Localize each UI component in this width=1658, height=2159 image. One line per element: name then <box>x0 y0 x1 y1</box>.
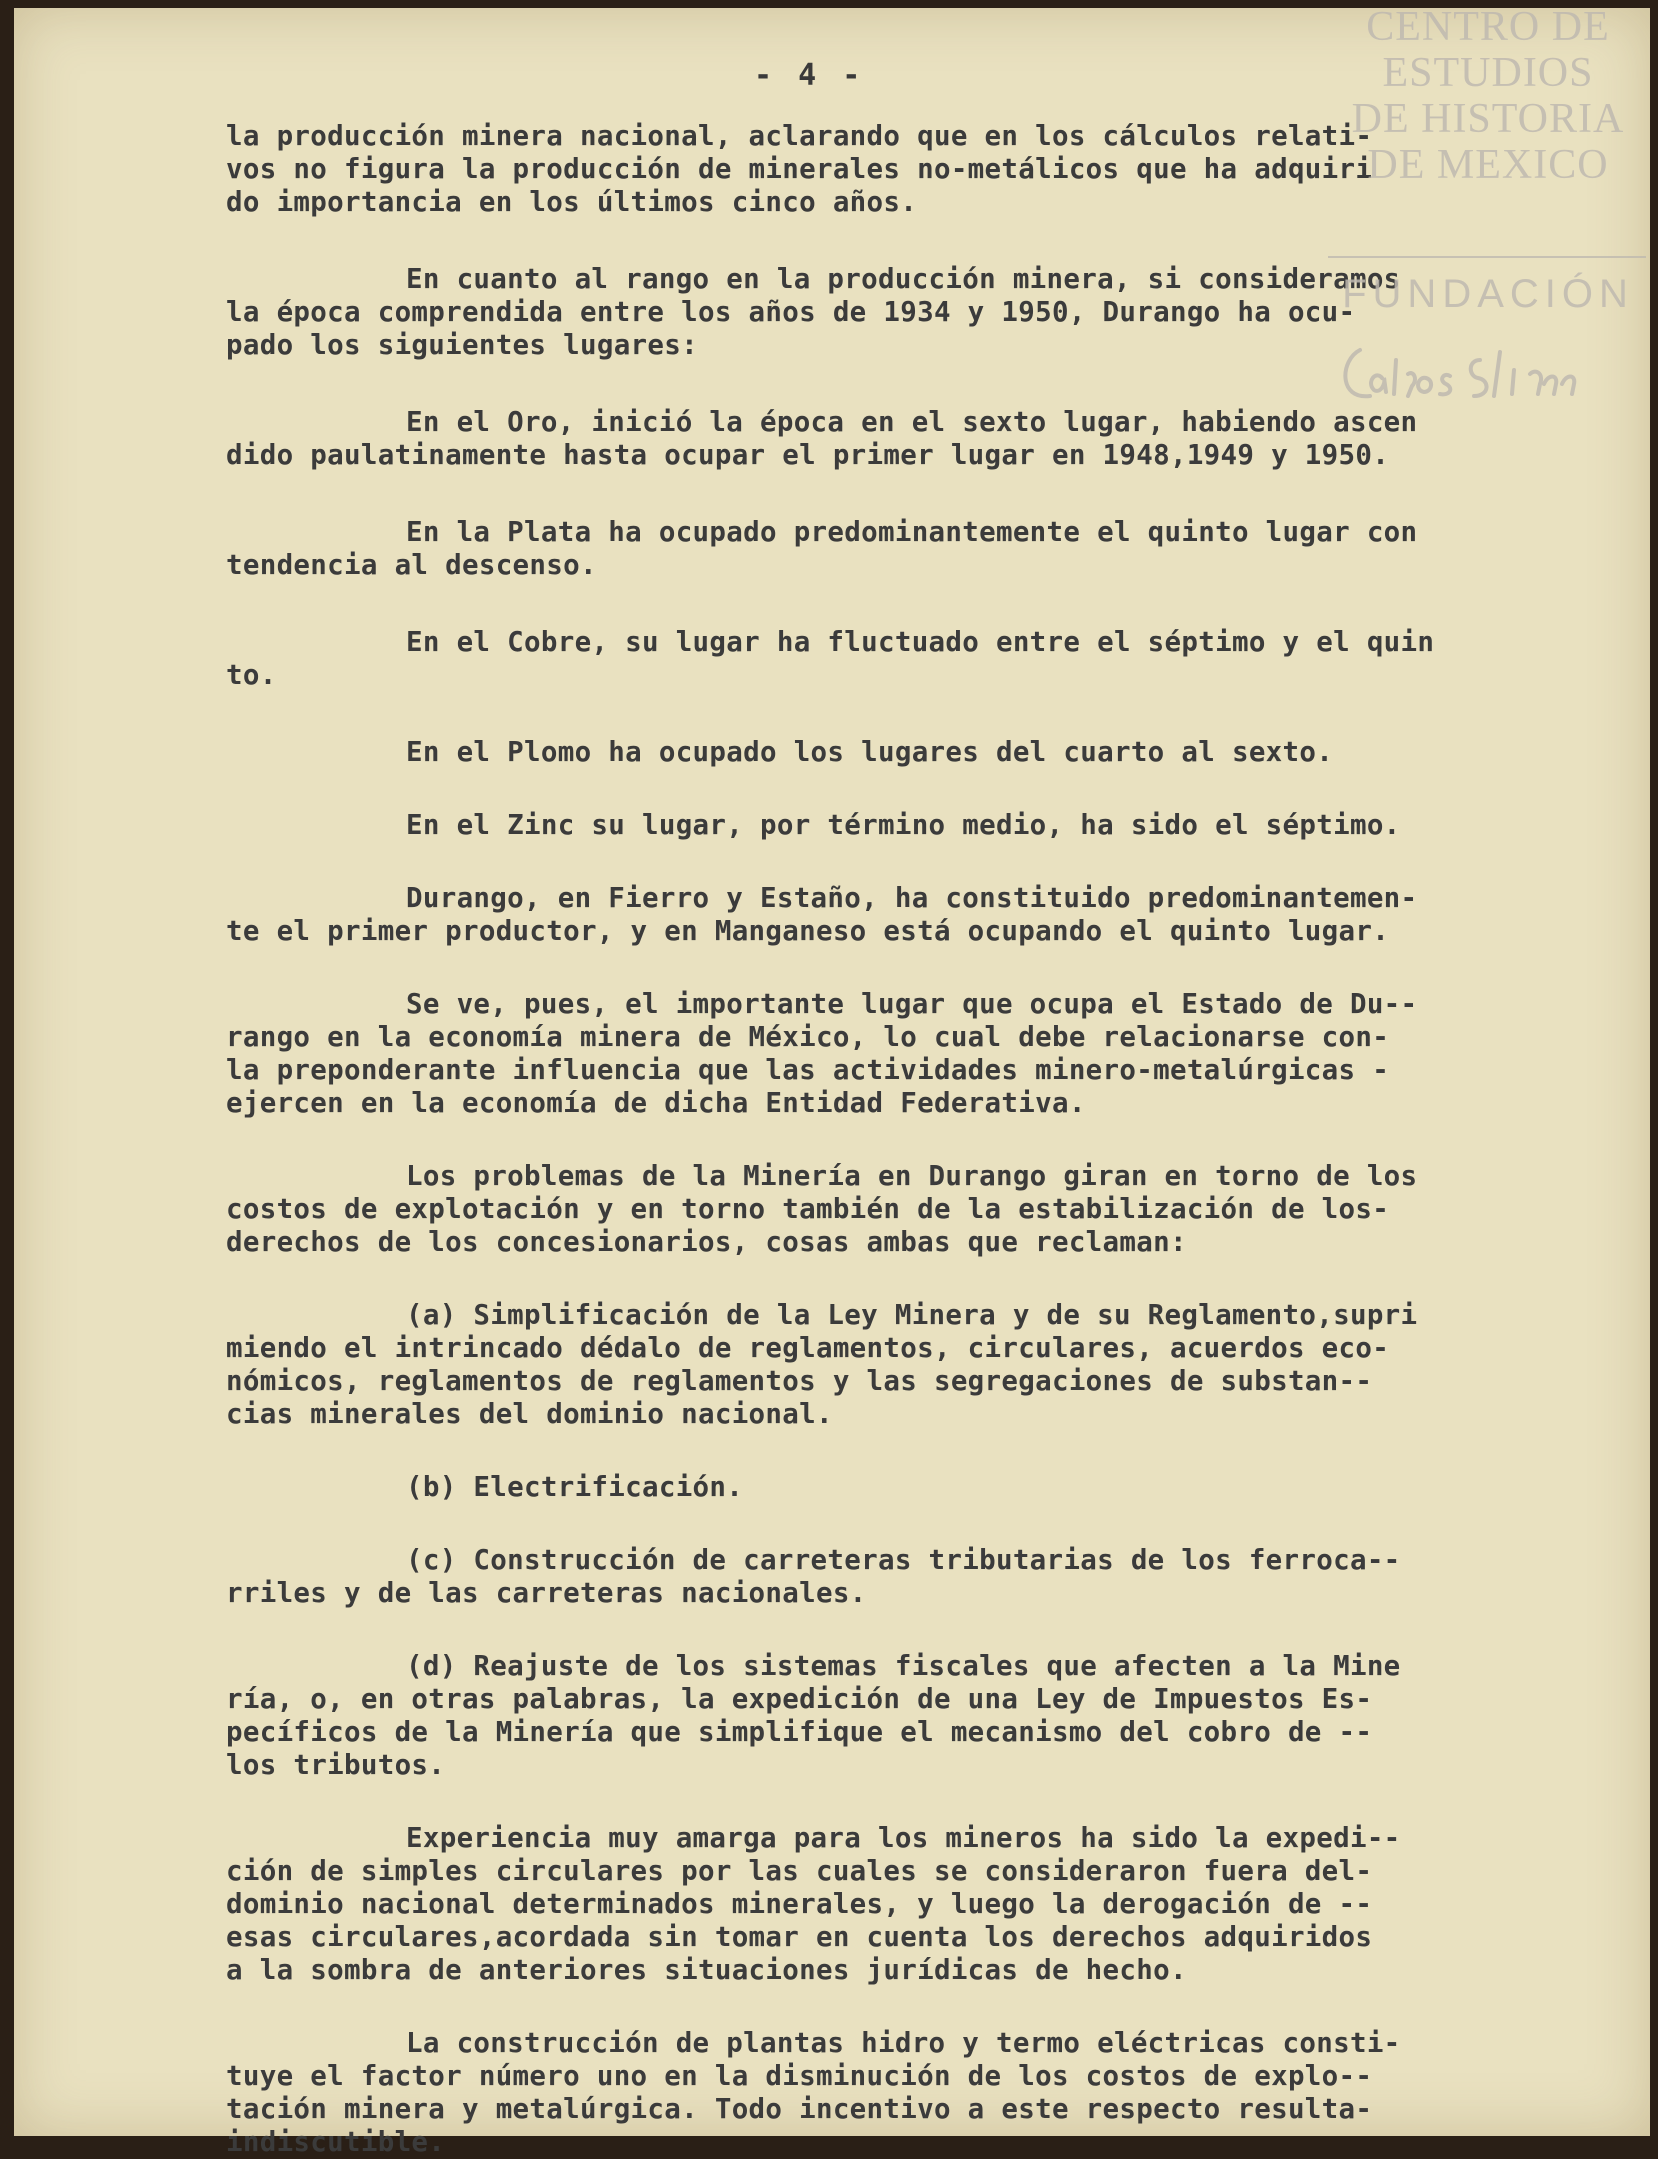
paragraph-2: En cuanto al rango en la producción minera, si consideramos la época comprendida entre los años de 1934 y 1950, Durango ha ocu- pado los siguientes lugares: <box>226 263 1401 361</box>
watermark-line-1: CENTRO DE <box>1366 4 1610 50</box>
paragraph-3: En el Oro, inició la época en el sexto lugar, habiendo ascen dido paulatinamente hasta ocupar el primer lugar en 1948,1949 y 1950. <box>226 406 1418 471</box>
paragraph-11: Experiencia muy amarga para los mineros ha sido la expedi-- ción de simples circulares por las cuales se consideraron fuera del- dominio nacional determinados minerales, y luego la derogación de -- esas circulares,acordada sin tomar en cuenta los derechos adquiridos a la sombra de anteriores situaciones jurídicas de hecho. <box>226 1822 1401 1986</box>
paragraph-7: En el Zinc su lugar, por término medio, ha sido el séptimo. <box>406 809 1401 841</box>
document-page <box>14 8 1650 2158</box>
list-item-b: (b) Electrificación. <box>406 1471 744 1503</box>
paragraph-9: Se ve, pues, el importante lugar que ocupa el Estado de Du-- rango en la economía minera de México, lo cual debe relacionarse con- la preponderante influencia que las actividades minero-metalúrgicas - ejercen en la economía de dicha Entidad Federativa. <box>226 988 1418 1119</box>
document-body <box>226 120 1596 2159</box>
watermark-line-3: DE HISTORIA <box>1351 96 1625 142</box>
watermark-line-4: DE MEXICO <box>1367 142 1609 188</box>
paragraph-10: Los problemas de la Minería en Durango giran en torno de los costos de explotación y en torno también de la estabilización de los- derechos de los concesionarios, cosas ambas que reclaman: <box>226 1160 1418 1258</box>
paragraph-12: La construcción de plantas hidro y termo eléctricas consti- tuye el factor número uno en la disminución de los costos de explo-- tación minera y metalúrgica. Todo incentivo a este respecto resulta- indiscutible. <box>226 2027 1401 2158</box>
watermark-divider <box>1328 256 1646 258</box>
watermark-foundation: FUNDACIÓN <box>1342 272 1634 316</box>
paragraph-4: En la Plata ha ocupado predominantemente el quinto lugar con tendencia al descenso. <box>226 516 1418 581</box>
signature-logo-icon <box>1330 330 1650 420</box>
list-item-a: (a) Simplificación de la Ley Minera y de su Reglamento,supri miendo el intrincado dédalo de reglamentos, circulares, acuerdos eco- nómicos, reglamentos de reglamentos y las segregaciones de substan-- cias minerales del dominio nacional. <box>226 1299 1418 1430</box>
paragraph-1: la producción minera nacional, aclarando que en los cálculos relati- vos no figura la producción de minerales no-metálicos que ha adquiri do importancia en los últimos cinco años. <box>226 120 1373 218</box>
list-item-d: (d) Reajuste de los sistemas fiscales que afecten a la Mine ría, o, en otras palabras, la expedición de una Ley de Impuestos Es- pecíficos de la Minería que simplifique el mecanismo del cobro de -- los tributos. <box>226 1650 1401 1781</box>
archive-watermark <box>1318 4 1658 316</box>
watermark-line-2: ESTUDIOS <box>1382 50 1594 96</box>
list-item-c: (c) Construcción de carreteras tributarias de los ferroca-- rriles y de las carreteras nacionales. <box>226 1544 1401 1609</box>
page-number: - 4 - <box>754 58 865 93</box>
paragraph-5: En el Cobre, su lugar ha fluctuado entre el séptimo y el quin to. <box>226 626 1435 691</box>
paragraph-6: En el Plomo ha ocupado los lugares del cuarto al sexto. <box>406 736 1334 768</box>
paragraph-8: Durango, en Fierro y Estaño, ha constituido predominantemen- te el primer productor, y en Manganeso está ocupando el quinto lugar. <box>226 882 1418 947</box>
